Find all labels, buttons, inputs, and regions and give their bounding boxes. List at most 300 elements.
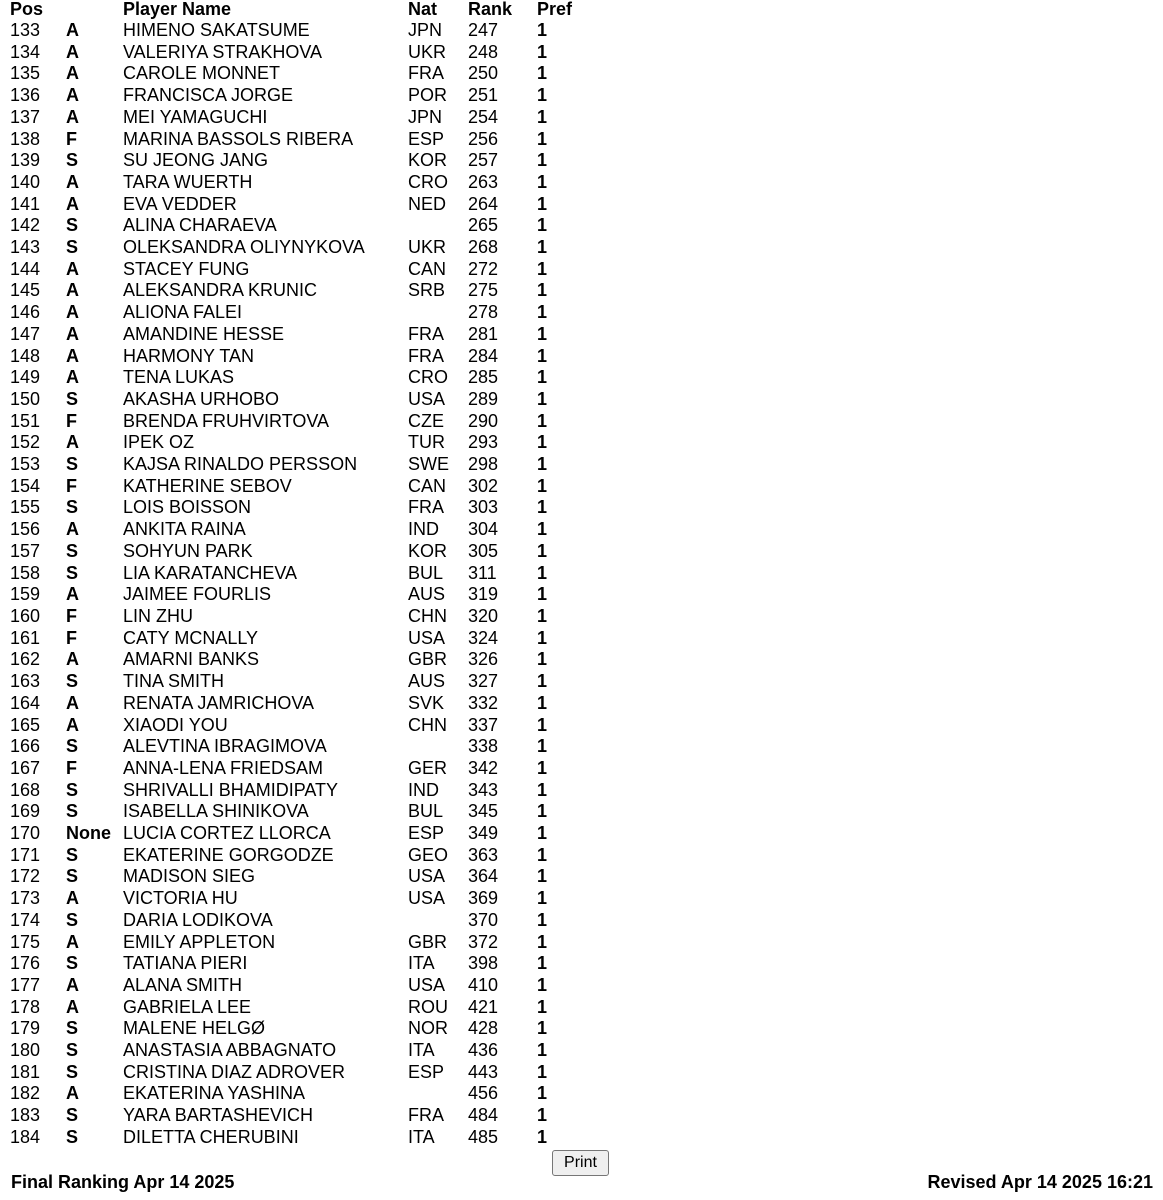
table-row (10, 497, 597, 519)
cell-pref: 1 (537, 931, 548, 952)
cell-nat: ITA (408, 1126, 435, 1147)
cell-entry: A (66, 171, 79, 192)
cell-pref: 1 (537, 671, 548, 692)
cell-rank: 337 (468, 714, 499, 735)
cell-pref: 1 (537, 258, 548, 279)
cell-rank: 364 (468, 866, 499, 887)
cell-entry: S (66, 497, 79, 518)
cell-rank: 290 (468, 410, 499, 431)
table-row (10, 736, 597, 758)
cell-player-name: KATHERINE SEBOV (123, 475, 292, 496)
cell-pref: 1 (537, 996, 548, 1017)
cell-pos: 184 (10, 1126, 41, 1147)
cell-rank: 436 (468, 1040, 499, 1061)
cell-nat: TUR (408, 432, 445, 453)
cell-entry: A (66, 584, 79, 605)
table-row (10, 389, 597, 411)
cell-pos: 175 (10, 931, 41, 952)
cell-pos: 171 (10, 844, 41, 865)
cell-nat: ESP (408, 823, 445, 844)
cell-player-name: ALEKSANDRA KRUNIC (123, 280, 318, 301)
cell-pref: 1 (537, 454, 548, 475)
cell-pref: 1 (537, 584, 548, 605)
cell-rank: 338 (468, 736, 499, 757)
cell-pref: 1 (537, 475, 548, 496)
cell-rank: 285 (468, 367, 499, 388)
cell-entry: S (66, 150, 79, 171)
cell-pos: 176 (10, 953, 41, 974)
table-row (10, 671, 597, 693)
cell-entry: A (66, 323, 79, 344)
table-row (10, 888, 597, 910)
cell-player-name: KAJSA RINALDO PERSSON (123, 454, 358, 475)
cell-entry: S (66, 215, 79, 236)
cell-player-name: ALANA SMITH (123, 974, 243, 995)
cell-player-name: EKATERINE GORGODZE (123, 844, 334, 865)
table-row (10, 693, 597, 715)
cell-player-name: MEI YAMAGUCHI (123, 106, 268, 127)
cell-pos: 133 (10, 20, 41, 40)
cell-pref: 1 (537, 1061, 548, 1082)
cell-pos: 142 (10, 215, 41, 236)
cell-nat: KOR (408, 150, 448, 171)
table-row (10, 910, 597, 932)
cell-nat: CZE (408, 410, 444, 431)
cell-pos: 172 (10, 866, 41, 887)
cell-pref: 1 (537, 692, 548, 713)
cell-player-name: FRANCISCA JORGE (123, 85, 294, 106)
cell-entry: None (66, 823, 111, 844)
cell-pos: 174 (10, 909, 41, 930)
cell-rank: 443 (468, 1061, 499, 1082)
cell-nat: FRA (408, 497, 444, 518)
cell-player-name: LIN ZHU (123, 605, 194, 626)
cell-pos: 163 (10, 671, 41, 692)
cell-nat: NOR (408, 1018, 448, 1039)
cell-pref: 1 (537, 801, 548, 822)
cell-pref: 1 (537, 1040, 548, 1061)
cell-player-name: ISABELLA SHINIKOVA (123, 801, 309, 822)
cell-entry: S (66, 237, 79, 258)
cell-pos: 144 (10, 258, 41, 279)
cell-player-name: IPEK OZ (123, 432, 195, 453)
cell-nat: IND (408, 519, 439, 540)
cell-rank: 326 (468, 649, 499, 670)
cell-rank: 250 (468, 63, 499, 84)
cell-entry: A (66, 280, 79, 301)
cell-pos: 161 (10, 627, 41, 648)
cell-rank: 304 (468, 519, 499, 540)
cell-nat: SVK (408, 692, 445, 713)
cell-pref: 1 (537, 974, 548, 995)
cell-pref: 1 (537, 150, 548, 171)
cell-pref: 1 (537, 302, 548, 323)
cell-nat (408, 302, 468, 324)
cell-nat: POR (408, 85, 448, 106)
cell-entry: S (66, 388, 79, 409)
cell-rank: 247 (468, 20, 499, 40)
cell-rank: 398 (468, 953, 499, 974)
cell-entry: S (66, 779, 79, 800)
cell-entry: F (66, 475, 77, 496)
cell-player-name: ALINA CHARAEVA (123, 215, 277, 236)
cell-player-name: SOHYUN PARK (123, 540, 253, 561)
cell-player-name: AMANDINE HESSE (123, 323, 285, 344)
cell-pref: 1 (537, 649, 548, 670)
cell-rank: 303 (468, 497, 499, 518)
cell-entry: A (66, 41, 79, 62)
cell-rank: 484 (468, 1105, 499, 1126)
table-row (10, 1018, 597, 1040)
cell-player-name: DILETTA CHERUBINI (123, 1126, 299, 1147)
cell-nat: CAN (408, 475, 447, 496)
cell-entry: S (66, 1040, 79, 1061)
cell-nat: UKR (408, 237, 447, 258)
cell-pref: 1 (537, 605, 548, 626)
cell-pos: 148 (10, 345, 41, 366)
table-row (10, 715, 597, 737)
cell-pref: 1 (537, 367, 548, 388)
cell-rank: 327 (468, 671, 499, 692)
cell-pos: 157 (10, 540, 41, 561)
cell-pref: 1 (537, 714, 548, 735)
cell-player-name: BRENDA FRUHVIRTOVA (123, 410, 330, 431)
cell-nat: USA (408, 866, 446, 887)
cell-player-name: GABRIELA LEE (123, 996, 252, 1017)
table-row (10, 563, 597, 585)
cell-nat: BUL (408, 801, 444, 822)
cell-pos: 182 (10, 1083, 41, 1104)
cell-pos: 177 (10, 974, 41, 995)
cell-rank: 319 (468, 584, 499, 605)
table-row (10, 1105, 597, 1127)
cell-nat: AUS (408, 671, 446, 692)
cell-rank: 305 (468, 540, 499, 561)
cell-player-name: MARINA BASSOLS RIBERA (123, 128, 354, 149)
cell-pref: 1 (537, 757, 548, 778)
cell-pref: 1 (537, 63, 548, 84)
cell-rank: 349 (468, 823, 499, 844)
cell-nat: GBR (408, 931, 448, 952)
cell-entry: A (66, 931, 79, 952)
table-row (10, 606, 597, 628)
table-row (10, 172, 597, 194)
cell-player-name: ANASTASIA ABBAGNATO (123, 1040, 337, 1061)
table-row (10, 780, 597, 802)
cell-player-name: CRISTINA DIAZ ADROVER (123, 1061, 346, 1082)
table-header-row (10, 0, 597, 20)
cell-entry: A (66, 106, 79, 127)
cell-pos: 140 (10, 171, 41, 192)
cell-player-name: EVA VEDDER (123, 193, 237, 214)
cell-pref: 1 (537, 1126, 548, 1147)
cell-nat: SWE (408, 454, 450, 475)
cell-nat: FRA (408, 345, 444, 366)
table-row (10, 454, 597, 476)
cell-entry: S (66, 801, 79, 822)
cell-player-name: TATIANA PIERI (123, 953, 248, 974)
cell-rank: 363 (468, 844, 499, 865)
cell-entry: A (66, 692, 79, 713)
cell-pref: 1 (537, 215, 548, 236)
table-row (10, 129, 597, 151)
cell-nat: GER (408, 757, 448, 778)
table-row (10, 476, 597, 498)
cell-pos: 153 (10, 454, 41, 475)
cell-rank: 345 (468, 801, 499, 822)
table-row (10, 1127, 597, 1149)
cell-player-name: LOIS BOISSON (123, 497, 252, 518)
cell-player-name: AMARNI BANKS (123, 649, 260, 670)
cell-pos: 181 (10, 1061, 41, 1082)
table-row (10, 975, 597, 997)
cell-entry: A (66, 367, 79, 388)
cell-entry: A (66, 63, 79, 84)
cell-pos: 147 (10, 323, 41, 344)
cell-pref: 1 (537, 844, 548, 865)
cell-nat (408, 215, 468, 237)
cell-nat: NED (408, 193, 447, 214)
cell-player-name: AKASHA URHOBO (123, 388, 280, 409)
cell-pos: 183 (10, 1105, 41, 1126)
cell-entry: S (66, 1126, 79, 1147)
cell-player-name: ANKITA RAINA (123, 519, 246, 540)
cell-entry: S (66, 1018, 79, 1039)
cell-pos: 134 (10, 41, 41, 62)
table-row (10, 823, 597, 845)
cell-entry: A (66, 85, 79, 106)
cell-pref: 1 (537, 280, 548, 301)
cell-entry: S (66, 909, 79, 930)
cell-pos: 165 (10, 714, 41, 735)
cell-nat: USA (408, 388, 446, 409)
table-row (10, 85, 597, 107)
cell-rank: 456 (468, 1083, 499, 1104)
cell-entry: A (66, 519, 79, 540)
cell-player-name: RENATA JAMRICHOVA (123, 692, 315, 713)
cell-pref: 1 (537, 736, 548, 757)
cell-rank: 272 (468, 258, 499, 279)
cell-entry: A (66, 1083, 79, 1104)
cell-player-name: SHRIVALLI BHAMIDIPATY (123, 779, 339, 800)
cell-pos: 141 (10, 193, 41, 214)
cell-pref: 1 (537, 866, 548, 887)
cell-player-name: DARIA LODIKOVA (123, 909, 273, 930)
cell-pos: 149 (10, 367, 41, 388)
cell-pos: 156 (10, 519, 41, 540)
cell-nat: SRB (408, 280, 446, 301)
cell-rank: 369 (468, 888, 499, 909)
cell-pref: 1 (537, 41, 548, 62)
cell-entry: S (66, 1105, 79, 1126)
cell-entry: A (66, 20, 79, 40)
cell-rank: 428 (468, 1018, 499, 1039)
cell-pos: 137 (10, 106, 41, 127)
cell-player-name: CAROLE MONNET (123, 63, 281, 84)
cell-pos: 145 (10, 280, 41, 301)
cell-entry: A (66, 649, 79, 670)
cell-rank: 278 (468, 302, 499, 323)
cell-pref: 1 (537, 171, 548, 192)
cell-pos: 179 (10, 1018, 41, 1039)
cell-rank: 251 (468, 85, 499, 106)
cell-player-name: VALERIYA STRAKHOVA (123, 41, 323, 62)
cell-pref: 1 (537, 562, 548, 583)
cell-entry: S (66, 1061, 79, 1082)
header-nat: Nat (408, 0, 438, 19)
cell-pref: 1 (537, 432, 548, 453)
cell-entry: A (66, 345, 79, 366)
cell-nat: KOR (408, 540, 448, 561)
print-button[interactable]: Print (552, 1150, 609, 1176)
table-row (10, 953, 597, 975)
table-row (10, 1040, 597, 1062)
cell-pref: 1 (537, 1083, 548, 1104)
cell-player-name: XIAODI YOU (123, 714, 228, 735)
table-row (10, 584, 597, 606)
cell-pref: 1 (537, 953, 548, 974)
cell-player-name: EMILY APPLETON (123, 931, 276, 952)
header-entry (66, 0, 123, 20)
cell-entry: S (66, 736, 79, 757)
cell-entry: S (66, 540, 79, 561)
cell-nat: FRA (408, 1105, 444, 1126)
cell-nat: CHN (408, 605, 447, 626)
cell-player-name: TENA LUKAS (123, 367, 235, 388)
cell-rank: 332 (468, 692, 499, 713)
cell-pos: 169 (10, 801, 41, 822)
cell-player-name: OLEKSANDRA OLIYNYKOVA (123, 237, 365, 258)
cell-entry: A (66, 258, 79, 279)
cell-pos: 170 (10, 823, 41, 844)
cell-rank: 257 (468, 150, 499, 171)
cell-player-name: MALENE HELGØ (123, 1018, 266, 1039)
cell-player-name: JAIMEE FOURLIS (123, 584, 272, 605)
cell-pos: 143 (10, 237, 41, 258)
cell-rank: 342 (468, 757, 499, 778)
cell-nat: ESP (408, 128, 445, 149)
cell-entry: S (66, 454, 79, 475)
cell-nat: IND (408, 779, 439, 800)
table-row (10, 997, 597, 1019)
cell-pos: 168 (10, 779, 41, 800)
cell-pos: 139 (10, 150, 41, 171)
cell-rank: 324 (468, 627, 499, 648)
table-row (10, 411, 597, 433)
cell-rank: 248 (468, 41, 499, 62)
cell-rank: 343 (468, 779, 499, 800)
cell-pos: 160 (10, 605, 41, 626)
cell-nat: FRA (408, 323, 444, 344)
cell-pref: 1 (537, 540, 548, 561)
cell-rank: 302 (468, 475, 499, 496)
cell-player-name: ALIONA FALEI (123, 302, 243, 323)
cell-nat: USA (408, 627, 446, 648)
table-row (10, 259, 597, 281)
cell-pos: 166 (10, 736, 41, 757)
cell-player-name: HIMENO SAKATSUME (123, 20, 310, 40)
cell-nat: CRO (408, 367, 448, 388)
table-row (10, 1083, 597, 1105)
table-row (10, 237, 597, 259)
cell-pref: 1 (537, 410, 548, 431)
cell-nat (408, 1083, 468, 1105)
cell-pos: 152 (10, 432, 41, 453)
table-row (10, 215, 597, 237)
cell-pref: 1 (537, 345, 548, 366)
cell-rank: 256 (468, 128, 499, 149)
cell-entry: A (66, 193, 79, 214)
cell-nat: JPN (408, 20, 443, 40)
cell-rank: 254 (468, 106, 499, 127)
table-row (10, 628, 597, 650)
table-row (10, 845, 597, 867)
cell-entry: A (66, 302, 79, 323)
cell-entry: F (66, 757, 77, 778)
cell-nat: ROU (408, 996, 448, 1017)
table-row (10, 1062, 597, 1084)
table-body (10, 20, 597, 1149)
table-row (10, 367, 597, 389)
cell-pos: 151 (10, 410, 41, 431)
table-row (10, 324, 597, 346)
cell-pref: 1 (537, 888, 548, 909)
cell-rank: 268 (468, 237, 499, 258)
cell-player-name: MADISON SIEG (123, 866, 256, 887)
cell-pref: 1 (537, 237, 548, 258)
cell-rank: 298 (468, 454, 499, 475)
cell-rank: 320 (468, 605, 499, 626)
cell-entry: A (66, 432, 79, 453)
cell-entry: A (66, 888, 79, 909)
cell-rank: 264 (468, 193, 499, 214)
table-row (10, 280, 597, 302)
header-player-name: Player Name (123, 0, 232, 19)
cell-entry: S (66, 844, 79, 865)
cell-pref: 1 (537, 909, 548, 930)
cell-nat (408, 736, 468, 758)
cell-pref: 1 (537, 193, 548, 214)
cell-entry: F (66, 627, 77, 648)
cell-pref: 1 (537, 388, 548, 409)
cell-rank: 311 (468, 562, 497, 583)
cell-player-name: SU JEONG JANG (123, 150, 269, 171)
cell-pos: 136 (10, 85, 41, 106)
cell-nat: CAN (408, 258, 447, 279)
table-row (10, 758, 597, 780)
cell-player-name: CATY MCNALLY (123, 627, 259, 648)
cell-pref: 1 (537, 20, 548, 40)
cell-rank: 265 (468, 215, 499, 236)
cell-rank: 293 (468, 432, 499, 453)
cell-nat: ESP (408, 1061, 445, 1082)
cell-rank: 370 (468, 909, 499, 930)
cell-entry: S (66, 562, 79, 583)
cell-pref: 1 (537, 106, 548, 127)
cell-pos: 135 (10, 63, 41, 84)
cell-nat: CRO (408, 171, 448, 192)
cell-rank: 275 (468, 280, 499, 301)
cell-entry: F (66, 605, 77, 626)
cell-nat: GBR (408, 649, 448, 670)
table-row (10, 302, 597, 324)
cell-entry: S (66, 953, 79, 974)
ranking-table (10, 0, 597, 1149)
cell-nat: UKR (408, 41, 447, 62)
cell-pref: 1 (537, 823, 548, 844)
cell-player-name: VICTORIA HU (123, 888, 238, 909)
cell-nat (408, 910, 468, 932)
